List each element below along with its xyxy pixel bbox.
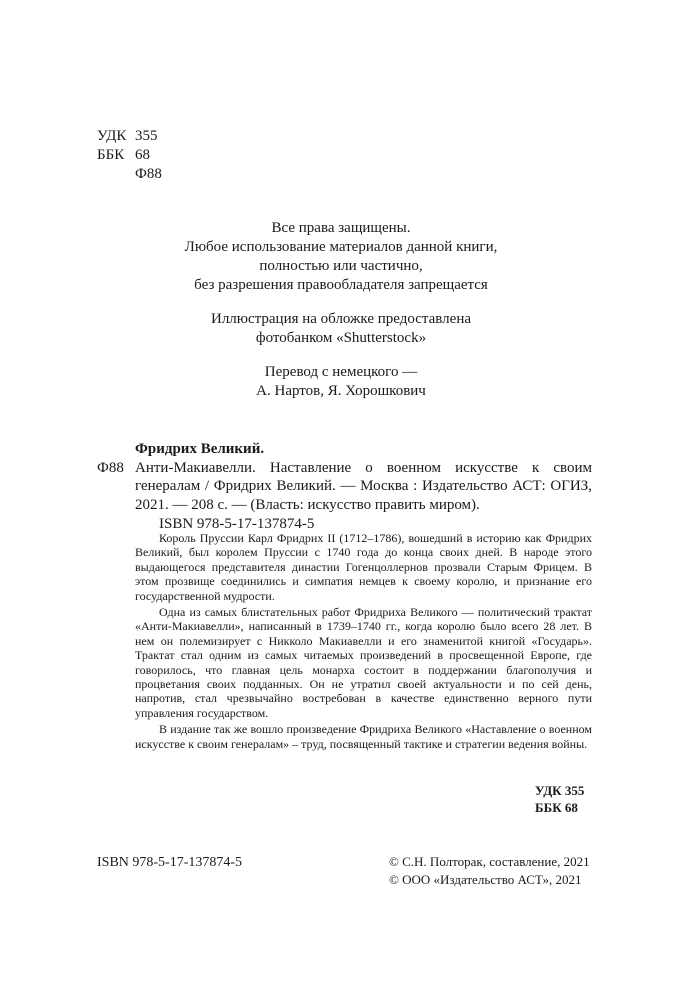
bbk-label: ББК xyxy=(97,147,125,163)
description-text: Анти-Макиавелли. Наставление о военном искусстве к своим генералам / Фридрих Великий. — Москва : Издательство АСТ: ОГИЗ, 2021. — 208 с. — (Власть: искусство править миром). xyxy=(135,459,592,513)
udk-value: 355 xyxy=(135,128,158,144)
bibliographic-description xyxy=(97,459,592,515)
copyright-block xyxy=(389,853,590,889)
rights-line: без разрешения правообладателя запрещается xyxy=(194,277,488,293)
annotation xyxy=(135,531,592,753)
bottom-udk: УДК 355 xyxy=(535,783,585,798)
translation-line: А. Нартов, Я. Хорошкович xyxy=(256,383,426,399)
bbk-row xyxy=(97,146,162,165)
rights-line: полностью или частично, xyxy=(259,258,423,274)
bibliographic-record xyxy=(97,440,592,534)
classification-codes xyxy=(97,127,162,184)
rights-line: Все права защищены. xyxy=(271,220,411,236)
bottom-bbk: ББК 68 xyxy=(535,800,578,815)
udk-row xyxy=(97,127,162,146)
illustration-line: Иллюстрация на обложке предоставлена xyxy=(210,311,472,327)
copyright-line: © ООО «Издательство АСТ», 2021 xyxy=(389,872,582,887)
illustration-line: фотобанком «Shutterstock» xyxy=(255,330,427,346)
record-mark: Ф88 xyxy=(97,459,124,476)
rights-line: Любое использование материалов данной книги, xyxy=(184,239,498,255)
bottom-classification xyxy=(535,782,584,816)
record-isbn: ISBN 978-5-17-137874-5 xyxy=(159,516,315,532)
author-heading: Фридрих Великий. xyxy=(135,441,265,457)
bbk-value: 68 xyxy=(135,147,150,163)
annotation-paragraph: В издание так же вошло произведение Фридриха Великого «Наставление о военном искусстве к своим генералам» – труд, посвященный тактике и стратегии ведения войны. xyxy=(135,722,592,751)
copyright-line: © С.Н. Полторак, составление, 2021 xyxy=(389,854,590,869)
author-mark: Ф88 xyxy=(135,166,162,182)
annotation-paragraph: Одна из самых блистательных работ Фридриха Великого — политический трактат «Анти-Макиавелли», написанный в 1739–1740 гг., когда королю было всего 28 лет. В нем он полемизирует с Никколо Макиавелли и его знаменитой книгой «Государь». Трактат стал одним из самых читаемых произведений в просвещенной Европе, где говорилось, что главная цель монарха состоит в поддержании благополучия и процветания своих подданных. Он не утратил своей актуальности и по сей день, напротив, стал чрезвычайно востребован в качестве единственно верного пути управления государством. xyxy=(135,605,592,720)
footer-isbn: ISBN 978-5-17-137874-5 xyxy=(97,855,243,870)
annotation-paragraph: Король Пруссии Карл Фридрих II (1712–1786), вошедший в историю как Фридрих Великий, был королем Пруссии с 1740 года до конца своих дней. В народе этого выдающегося представителя династии Гогенцоллернов прозвали Старым Фрицем. В этом прозвище соединились и симпатия немцев к своему королю, и признание его государственной мудрости. xyxy=(135,531,592,603)
udk-label: УДК xyxy=(97,128,127,144)
translation-line: Перевод с немецкого — xyxy=(264,364,418,380)
rights-block xyxy=(150,219,532,401)
